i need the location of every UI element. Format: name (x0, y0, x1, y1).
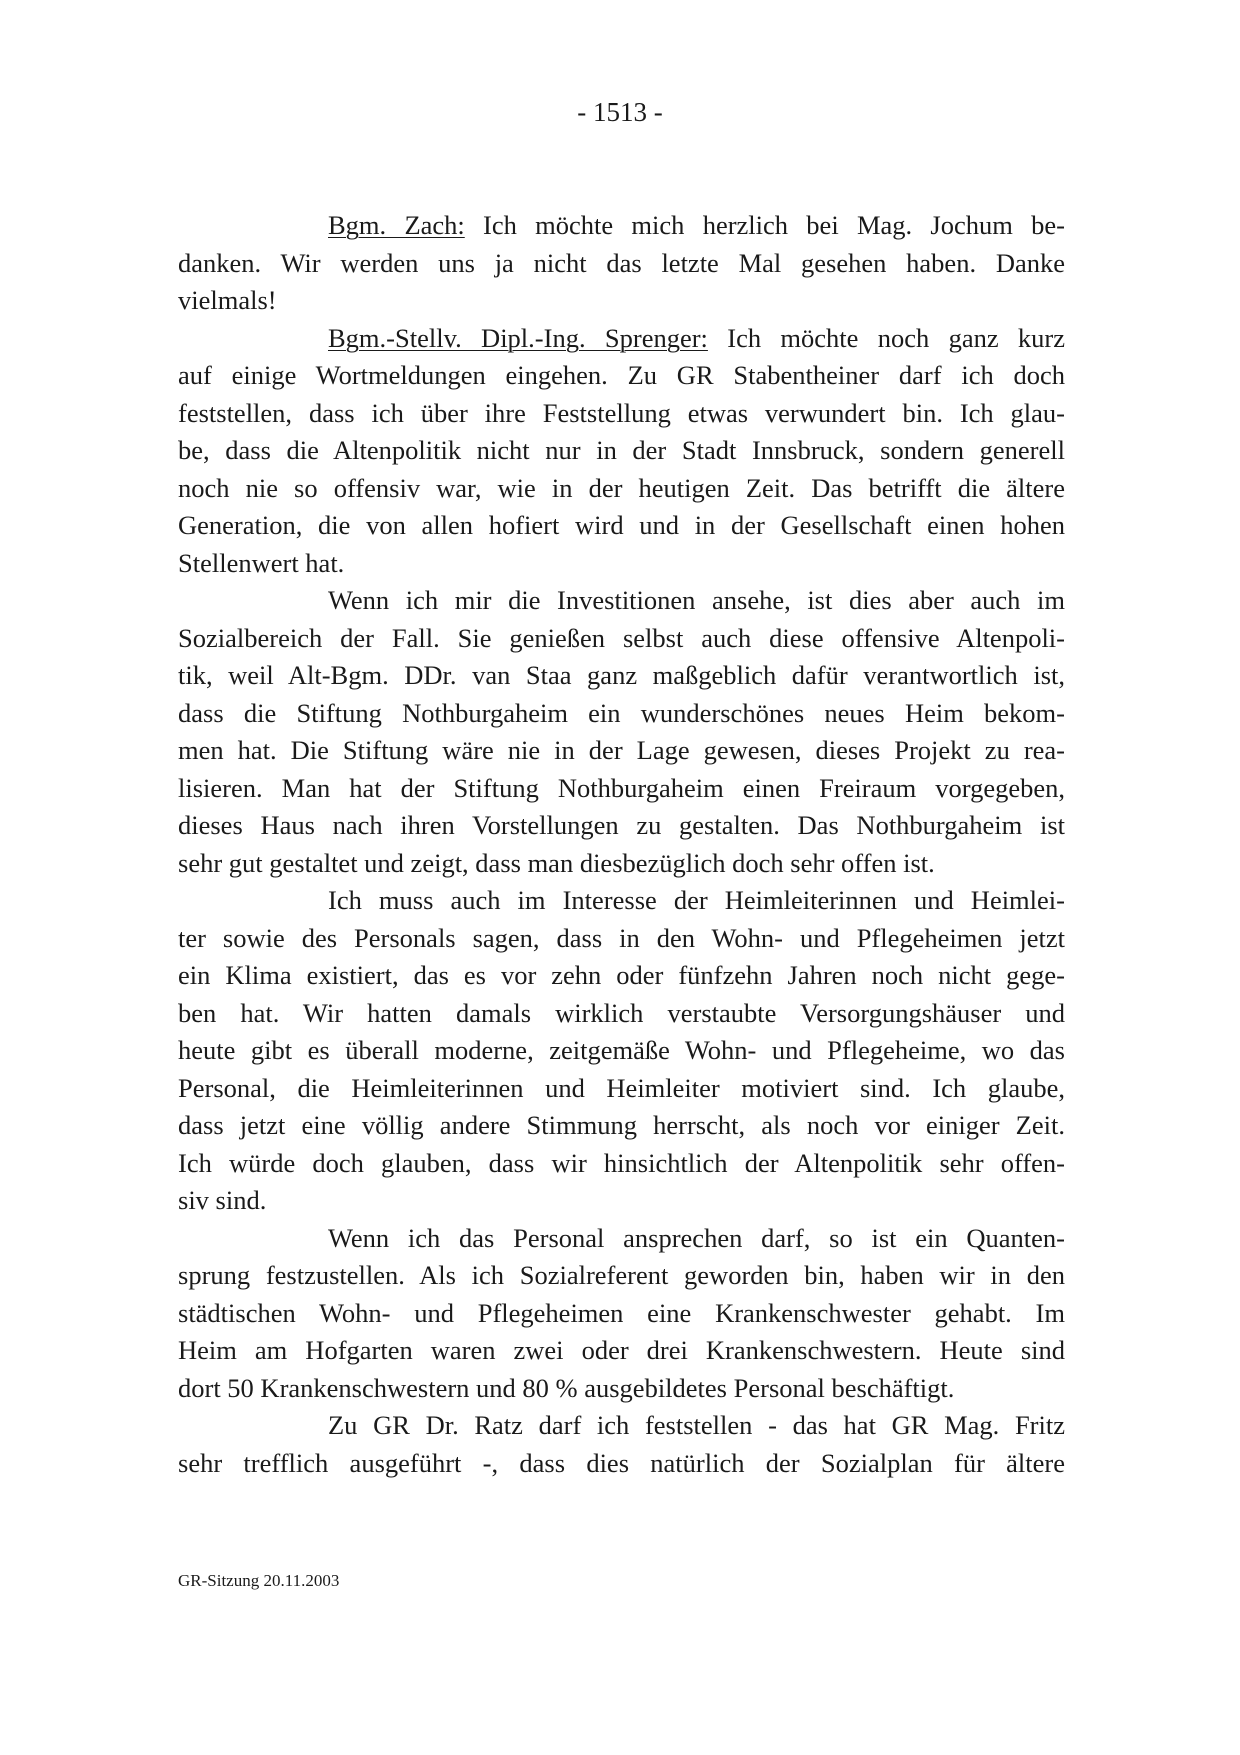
paragraph-gr-ratz (178, 1407, 1065, 1482)
text-line: Ich würde doch glauben, dass wir hinsichtlich der Altenpolitik sehr offen- (178, 1147, 1065, 1178)
text-line: men hat. Die Stiftung wäre nie in der Lage gewesen, dieses Projekt zu rea- (178, 735, 1065, 765)
text-line: heute gibt es überall moderne, zeitgemäße Wohn- und Pflegeheime, wo das (178, 1035, 1065, 1065)
text-line: Wenn ich mir die Investitionen ansehe, ist dies aber auch im (328, 585, 1065, 615)
text-line: Ich muss auch im Interesse der Heimleiterinnen und Heimlei- (328, 885, 1065, 915)
text-line: Bgm. Zach: Ich möchte mich herzlich bei Mag. Jochum be- (328, 210, 1065, 240)
text-line: Generation, die von allen hofiert wird und in der Gesellschaft einen hohen (178, 510, 1065, 540)
text-line: Stellenwert hat. (178, 547, 345, 578)
text-line: danken. Wir werden uns ja nicht das letzte Mal gesehen haben. Danke (178, 247, 1065, 278)
page-number: - 1513 - (577, 97, 663, 127)
speaker-label: Bgm. Zach: (328, 210, 465, 240)
text-line: ben hat. Wir hatten damals wirklich verstaubte Versorgungshäuser und (178, 997, 1065, 1028)
text-line: siv sind. (178, 1185, 267, 1215)
text-line: tik, weil Alt-Bgm. DDr. van Staa ganz maßgeblich dafür verantwortlich ist, (178, 660, 1065, 690)
document-body (178, 207, 1065, 1482)
paragraph-bgm-zach (178, 207, 1065, 320)
paragraph-personal (178, 1220, 1065, 1408)
text-line: noch nie so offensiv war, wie in der heutigen Zeit. Das betrifft die ältere (178, 472, 1065, 503)
text-line: ter sowie des Personals sagen, dass in den Wohn- und Pflegeheimen jetzt (178, 922, 1065, 953)
text-line: dass die Stiftung Nothburgaheim ein wunderschönes neues Heim bekom- (178, 697, 1065, 728)
speaker-label: Bgm.-Stellv. Dipl.-Ing. Sprenger: (328, 322, 708, 353)
text-line: sehr trefflich ausgeführt -, dass dies natürlich der Sozialplan für ältere (178, 1447, 1065, 1478)
text-line: Wenn ich das Personal ansprechen darf, so ist ein Quanten- (328, 1222, 1065, 1253)
text-line: sprung festzustellen. Als ich Sozialreferent geworden bin, haben wir in den (178, 1260, 1065, 1290)
paragraph-bgm-stellv-sprenger (178, 320, 1065, 583)
text-line: auf einige Wortmeldungen eingehen. Zu GR Stabentheiner darf ich doch (178, 360, 1065, 390)
text-line: dieses Haus nach ihren Vorstellungen zu gestalten. Das Nothburgaheim ist (178, 810, 1065, 840)
text-line: lisieren. Man hat der Stiftung Nothburgaheim einen Freiraum vorgegeben, (178, 772, 1065, 803)
text-line: dass jetzt eine völlig andere Stimmung herrscht, als noch vor einiger Zeit. (178, 1110, 1065, 1140)
text-line: ein Klima existiert, das es vor zehn oder fünfzehn Jahren noch nicht gege- (178, 960, 1065, 990)
text-line: Personal, die Heimleiterinnen und Heimleiter motiviert sind. Ich glaube, (178, 1072, 1065, 1103)
footer-session-date: GR-Sitzung 20.11.2003 (178, 1571, 340, 1590)
text-line: be, dass die Altenpolitik nicht nur in der Stadt Innsbruck, sondern generell (178, 435, 1065, 465)
text-line: Heim am Hofgarten waren zwei oder drei Krankenschwestern. Heute sind (178, 1335, 1065, 1365)
text-line: Sozialbereich der Fall. Sie genießen selbst auch diese offensive Altenpoli- (178, 622, 1065, 653)
text-line: feststellen, dass ich über ihre Feststellung etwas verwundert bin. Ich glau- (178, 397, 1065, 428)
text-line: sehr gut gestaltet und zeigt, dass man diesbezüglich doch sehr offen ist. (178, 847, 935, 878)
text-line: Zu GR Dr. Ratz darf ich feststellen - das hat GR Mag. Fritz (328, 1410, 1065, 1440)
text-line: vielmals! (178, 285, 277, 315)
text-line: dort 50 Krankenschwestern und 80 % ausgebildetes Personal beschäftigt. (178, 1372, 955, 1403)
paragraph-investitionen (178, 582, 1065, 882)
text-line: Bgm.-Stellv. Dipl.-Ing. Sprenger: Ich möchte noch ganz kurz (328, 322, 1065, 353)
paragraph-heimleiterinnen (178, 882, 1065, 1220)
text-line: städtischen Wohn- und Pflegeheimen eine Krankenschwester gehabt. Im (178, 1297, 1065, 1328)
